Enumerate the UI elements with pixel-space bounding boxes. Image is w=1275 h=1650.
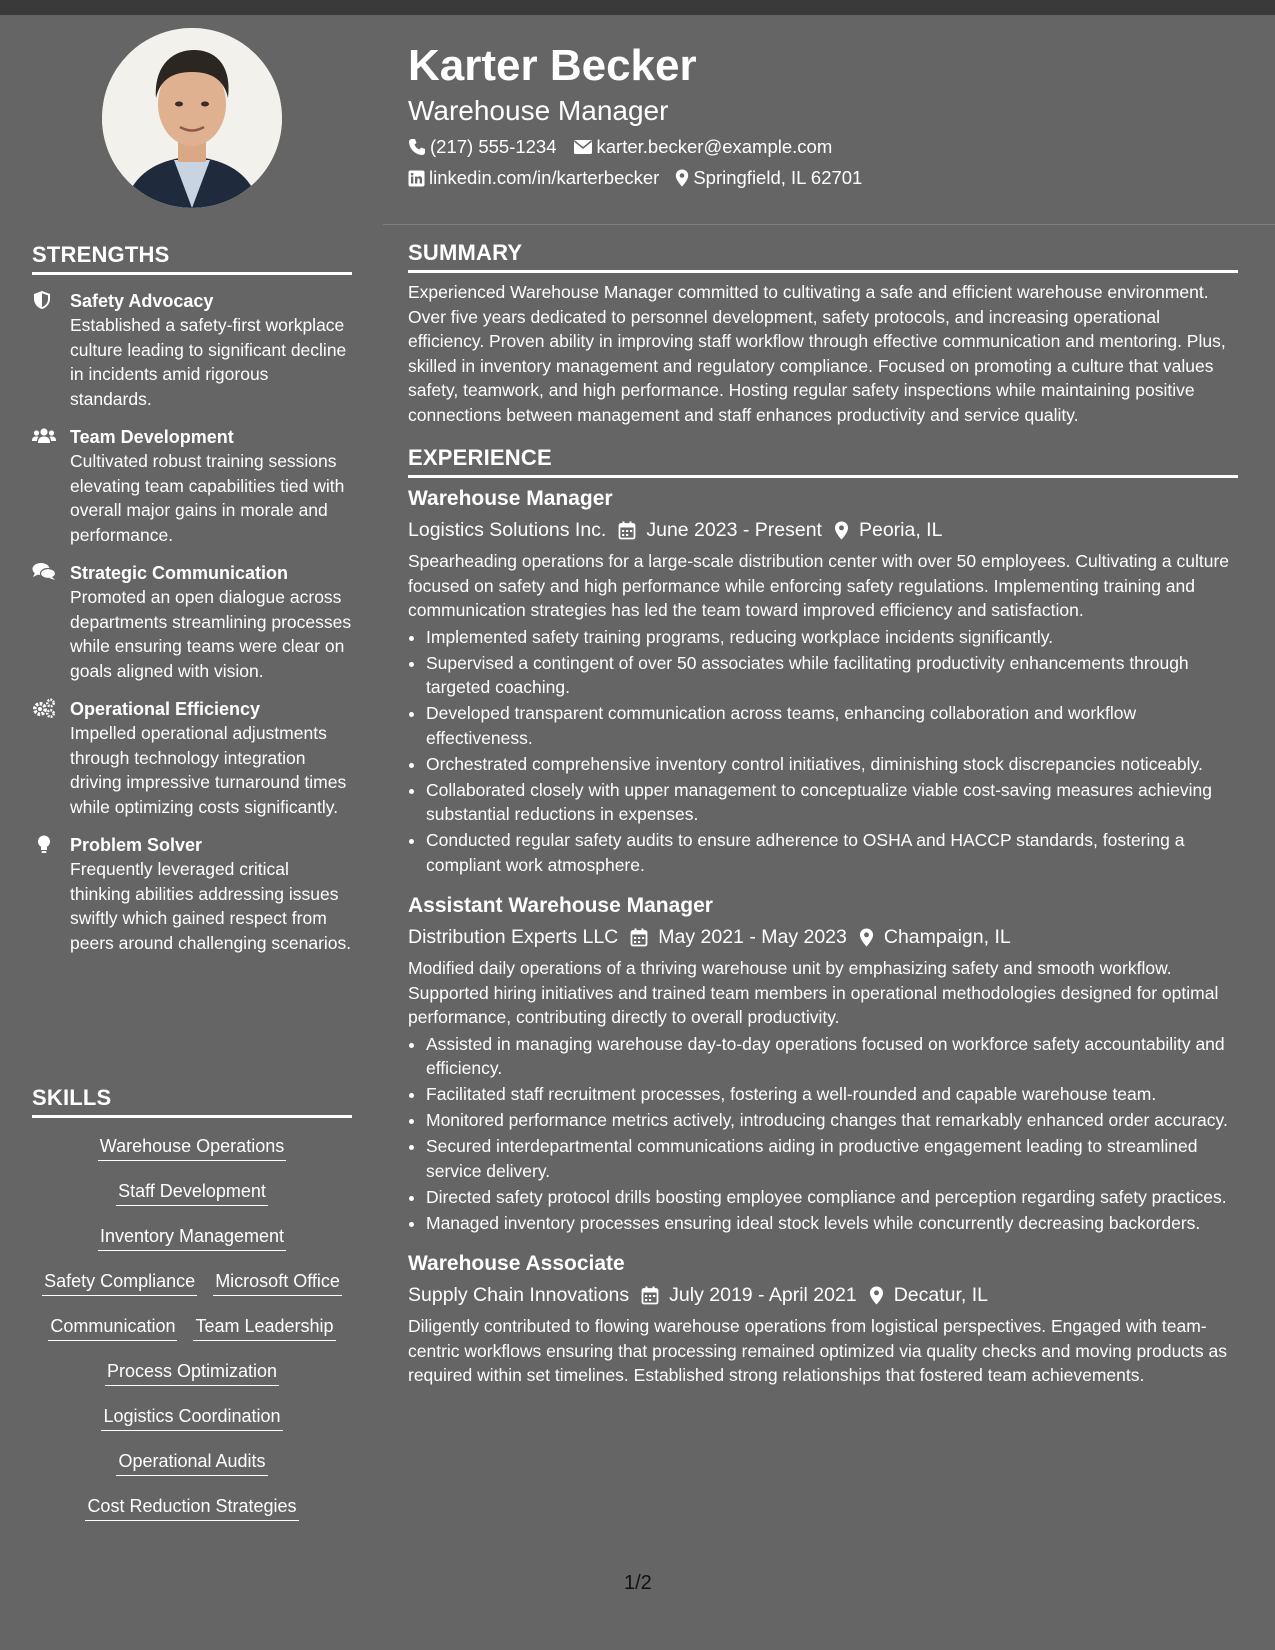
job-location (859, 922, 1011, 952)
calendar-icon (630, 928, 648, 947)
strength-title: Operational Efficiency (70, 699, 261, 719)
job-location-text: Decatur, IL (893, 1284, 989, 1306)
job-meta (408, 922, 1238, 952)
map-pin-icon (675, 169, 689, 187)
job-description: Modified daily operations of a thriving warehouse unit by emphasizing safety and smooth workflow. Supported hiring initiatives and trained team members in operational methodologies designed for optimal performance, contributing directly to overall productivity. (408, 958, 1219, 1027)
job-meta (408, 515, 1238, 545)
job-entry (408, 891, 1238, 1235)
skill-tag: Communication (48, 1314, 177, 1341)
strengths-section (32, 242, 352, 955)
envelope-icon (573, 139, 593, 155)
phone-contact (408, 135, 557, 159)
top-bar (0, 0, 1275, 15)
strength-item (32, 561, 352, 683)
job-title: Warehouse Associate (408, 1252, 625, 1275)
linkedin-contact[interactable] (408, 166, 659, 190)
calendar-icon (618, 521, 636, 540)
strength-desc: Cultivated robust training sessions elevating team capabilities tied with overall major gains in morale and performance. (70, 451, 345, 545)
comments-icon (32, 562, 56, 584)
job-bullet: • Conducted regular safety audits to ensure adherence to OSHA and HACCP standards, fostering a compliant work atmosphere. (426, 828, 1238, 877)
job-location (834, 515, 942, 545)
strength-desc: Established a safety-first workplace culture leading to significant decline in incidents amid rigorous standards. (70, 315, 347, 409)
job-dates (618, 515, 822, 545)
job-bullet: • Orchestrated comprehensive inventory control initiatives, diminishing stock discrepancies noticeably. (426, 752, 1238, 777)
job-bullet: • Monitored performance metrics actively, introducing changes that remarkably enhanced order accuracy. (426, 1108, 1238, 1133)
strength-title: Safety Advocacy (70, 291, 214, 311)
skill-tag: Process Optimization (105, 1359, 279, 1386)
job-company: Distribution Experts LLC (408, 926, 619, 948)
main-column (408, 240, 1238, 1388)
strength-title: Problem Solver (70, 835, 203, 855)
skill-tag: Team Leadership (193, 1314, 335, 1341)
map-pin-icon (869, 1286, 884, 1305)
map-pin-icon (859, 928, 874, 947)
strengths-heading: STRENGTHS (32, 242, 352, 275)
location-text: Springfield, IL 62701 (693, 167, 863, 188)
skill-tag: Microsoft Office (213, 1269, 342, 1296)
job-location (869, 1280, 988, 1310)
job-entry (408, 484, 1238, 877)
strength-item (32, 425, 352, 547)
contact-row (408, 135, 1238, 159)
job-dates-text: May 2021 - May 2023 (658, 926, 847, 948)
skill-tag: Cost Reduction Strategies (85, 1494, 298, 1521)
candidate-role: Warehouse Manager (408, 95, 669, 126)
skills-heading: SKILLS (32, 1085, 352, 1118)
job-bullet: • Supervised a contingent of over 50 associates while facilitating productivity enhancements through targeted coaching. (426, 651, 1238, 700)
phone-text: (217) 555-1234 (430, 136, 557, 157)
users-icon (32, 426, 56, 448)
cogs-icon (32, 698, 56, 720)
job-bullets (408, 1032, 1238, 1236)
job-title: Assistant Warehouse Manager (408, 894, 713, 917)
portrait-image (102, 28, 282, 208)
summary-text: Experienced Warehouse Manager committed to cultivating a safe and efficient warehouse environment. Over five years dedicated to personnel development, safety protocols, and increasing operational efficiency. Proven ability in improving staff workflow through effective communication and mentoring. Plus, skilled in inventory management and regulatory compliance. Focused on promoting a culture that values safety, teamwork, and high performance. Hosting regular safety inspections while maintaining positive connections between management and staff enhances productivity and service quality. (408, 282, 1226, 425)
skills-section (32, 1085, 352, 1529)
summary-heading: SUMMARY (408, 240, 1238, 273)
contact-row (408, 166, 1238, 190)
map-pin-icon (834, 521, 849, 540)
email-link[interactable]: karter.becker@example.com (596, 136, 833, 157)
job-meta (408, 1280, 1238, 1310)
strength-desc: Impelled operational adjustments through technology integration driving impressive turnaround times while optimizing costs significantly. (70, 723, 347, 817)
skill-tag: Safety Compliance (42, 1269, 197, 1296)
strength-title: Strategic Communication (70, 563, 289, 583)
shield-icon (32, 290, 56, 312)
job-bullet: • Developed transparent communication across teams, enhancing collaboration and workflow effectiveness. (426, 701, 1238, 750)
strength-title: Team Development (70, 427, 234, 447)
job-bullet: • Implemented safety training programs, reducing workplace incidents significantly. (426, 625, 1238, 650)
resume-header (408, 40, 1238, 190)
job-bullet: • Collaborated closely with upper management to conceptualize viable cost-saving measures achieving substantial reductions in expenses. (426, 778, 1238, 827)
job-location-text: Peoria, IL (858, 519, 943, 541)
job-title: Warehouse Manager (408, 487, 613, 510)
phone-icon (408, 138, 426, 156)
job-dates-text: July 2019 - April 2021 (669, 1284, 857, 1306)
strength-item (32, 833, 352, 955)
linkedin-icon (408, 170, 425, 187)
calendar-icon (641, 1286, 659, 1305)
job-location-text: Champaign, IL (883, 926, 1011, 948)
job-bullet: • Managed inventory processes ensuring ideal stock levels while concurrently decreasing backorders. (426, 1211, 1238, 1236)
job-entry (408, 1249, 1238, 1388)
job-dates-text: June 2023 - Present (646, 519, 822, 541)
job-bullet: • Facilitated staff recruitment processes, fostering a well-rounded and capable warehouse team. (426, 1082, 1238, 1107)
skill-tag: Staff Development (116, 1179, 268, 1206)
job-dates (641, 1280, 857, 1310)
header-divider (383, 224, 1275, 225)
email-contact[interactable] (573, 135, 833, 159)
job-description: Diligently contributed to flowing warehouse operations from logistical perspectives. Engaged with team-centric workflows ensuring that processing remained optimized via quality checks and moving products as required within set timelines. Established strong relationships that fostered team achievements. (408, 1316, 1228, 1385)
profile-photo (102, 28, 282, 208)
job-dates (630, 922, 847, 952)
experience-heading: EXPERIENCE (408, 445, 1238, 478)
strength-item (32, 697, 352, 819)
skill-tag: Inventory Management (98, 1224, 286, 1251)
job-description: Spearheading operations for a large-scale distribution center with over 50 employees. Cultivating a culture focused on safety and high performance while enforcing safety regulations. Implementing training and communication strategies has led the team toward improved efficiency and satisfaction. (408, 551, 1230, 620)
skill-list (32, 1124, 352, 1529)
linkedin-link[interactable]: linkedin.com/in/karterbecker (429, 167, 660, 188)
candidate-name: Karter Becker (408, 41, 697, 90)
location-contact (675, 166, 862, 190)
strength-item (32, 289, 352, 411)
lightbulb-icon (32, 834, 56, 856)
strength-desc: Frequently leveraged critical thinking abilities addressing issues swiftly which gained respect from peers around challenging scenarios. (70, 859, 352, 953)
job-bullet: • Assisted in managing warehouse day-to-day operations focused on workforce safety accountability and efficiency. (426, 1032, 1238, 1081)
job-bullet: • Directed safety protocol drills boosting employee compliance and perception regarding safety practices. (426, 1185, 1238, 1210)
job-company: Logistics Solutions Inc. (408, 519, 607, 541)
strength-desc: Promoted an open dialogue across departments streamlining processes while ensuring teams were clear on goals aligned with vision. (70, 587, 352, 681)
skill-tag: Warehouse Operations (98, 1134, 286, 1161)
page-number: 1/2 (624, 1572, 652, 1594)
job-bullets (408, 625, 1238, 878)
job-company: Supply Chain Innovations (408, 1284, 630, 1306)
job-bullet: • Secured interdepartmental communications aiding in productive engagement leading to streamlined service delivery. (426, 1134, 1238, 1183)
skill-tag: Logistics Coordination (101, 1404, 282, 1431)
skill-tag: Operational Audits (116, 1449, 267, 1476)
